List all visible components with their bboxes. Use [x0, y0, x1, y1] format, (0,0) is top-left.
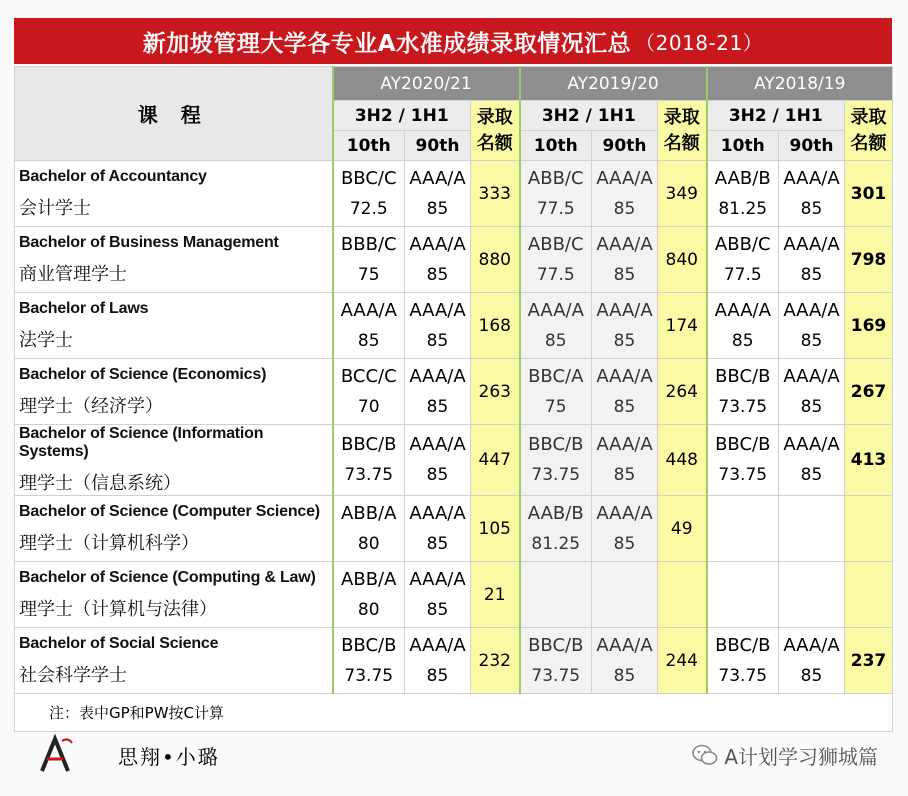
p90-header-2021: 90th: [405, 131, 471, 161]
quota-cell: 237: [845, 628, 893, 694]
quota-header-2021: 录取 名额: [471, 101, 520, 161]
points-90th: 85: [613, 264, 636, 285]
p10-cell: [520, 562, 592, 628]
p90-cell: [592, 628, 658, 694]
course-name-cn: 商业管理学士: [19, 263, 127, 285]
course-name-cn: 理学士（信息系统）: [19, 473, 181, 494]
p90-cell: [405, 293, 471, 359]
points-10th: 81.25: [531, 533, 581, 554]
course-name-cn: 会计学士: [19, 197, 91, 219]
points-10th: 73.75: [718, 396, 768, 417]
grade-90th: AAA/A: [596, 233, 653, 255]
year-header-2021: AY2020/21: [333, 67, 520, 101]
points-10th: 85: [731, 330, 754, 351]
course-cell: [15, 496, 333, 562]
quota-header-1819: 录取 名额: [845, 101, 893, 161]
points-10th: 70: [357, 396, 380, 417]
p90-cell: [592, 359, 658, 425]
grade-10th: ABB/A: [341, 568, 397, 590]
points-90th: 85: [426, 665, 449, 686]
grade-90th: AAA/A: [783, 233, 840, 255]
points-10th: 80: [357, 533, 380, 554]
grade-90th: AAA/A: [409, 634, 466, 656]
points-90th: 85: [800, 198, 823, 219]
grade-10th: ABB/C: [527, 233, 584, 255]
quota-cell: 448: [658, 425, 707, 496]
grade-90th: AAA/A: [596, 299, 653, 321]
course-name-en: Bachelor of Science (Information Systems): [19, 425, 264, 460]
quota-cell: [845, 496, 893, 562]
wechat-icon: [692, 744, 718, 766]
quota-cell: 301: [845, 161, 893, 227]
grade-90th: AAA/A: [409, 233, 466, 255]
year-header-1920: AY2019/20: [520, 67, 707, 101]
table-title: [14, 18, 892, 64]
p10-cell: [520, 359, 592, 425]
grade-10th: BBC/B: [715, 365, 771, 387]
p10-cell: [707, 293, 779, 359]
quota-cell: [658, 562, 707, 628]
p10-cell: [333, 359, 405, 425]
grade-10th: AAA/A: [527, 299, 584, 321]
a-plan-logo: [32, 733, 78, 777]
course-name-cn: 理学士（计算机科学）: [19, 532, 199, 554]
table-row: [15, 227, 893, 293]
p10-cell: [707, 359, 779, 425]
quota-cell: 798: [845, 227, 893, 293]
signature: 思翔•小璐: [118, 744, 220, 769]
grade-10th: BBB/C: [340, 233, 397, 255]
grade-90th: AAA/A: [783, 434, 840, 455]
points-10th: 73.75: [344, 665, 394, 686]
grade-90th: AAA/A: [596, 434, 653, 455]
course-name-en: Bachelor of Laws: [19, 299, 149, 317]
p10-cell: [707, 161, 779, 227]
quota-cell: 21: [471, 562, 520, 628]
quota-cell: 840: [658, 227, 707, 293]
table-row: [15, 496, 893, 562]
course-cell: [15, 359, 333, 425]
points-10th: 77.5: [536, 198, 575, 219]
points-90th: 85: [426, 396, 449, 417]
year-header-1819: AY2018/19: [707, 67, 893, 101]
p10-cell: [520, 425, 592, 496]
points-90th: 85: [613, 330, 636, 351]
p90-cell: [592, 227, 658, 293]
table-row: [15, 161, 893, 227]
course-name-en: Bachelor of Science (Economics): [19, 365, 267, 383]
grade-10th: BCC/C: [340, 365, 397, 387]
p90-cell: [592, 425, 658, 496]
p10-cell: [520, 496, 592, 562]
p90-cell: [779, 425, 845, 496]
points-90th: 85: [800, 396, 823, 417]
table-row: [15, 293, 893, 359]
quota-cell: 413: [845, 425, 893, 496]
points-90th: 85: [613, 198, 636, 219]
quota-cell: 880: [471, 227, 520, 293]
p90-cell: [779, 161, 845, 227]
points-90th: 85: [800, 465, 823, 485]
table-note: 注：表中GP和PW按C计算: [15, 694, 893, 732]
quota-cell: 349: [658, 161, 707, 227]
grade-90th: AAA/A: [409, 502, 466, 524]
points-10th: 73.75: [531, 465, 581, 485]
course-name-en: Bachelor of Social Science: [19, 634, 219, 652]
grade-90th: AAA/A: [596, 634, 653, 656]
points-10th: 81.25: [718, 198, 768, 219]
course-name-en: Bachelor of Business Management: [19, 233, 279, 251]
quota-cell: 169: [845, 293, 893, 359]
table-row: [15, 628, 893, 694]
p10-cell: [707, 425, 779, 496]
grade-90th: AAA/A: [783, 365, 840, 387]
course-cell: [15, 161, 333, 227]
points-10th: 75: [544, 396, 567, 417]
p90-cell: [405, 359, 471, 425]
grade-10th: BBC/B: [715, 434, 771, 455]
grade-10th: BBC/B: [528, 434, 584, 455]
p90-cell: [779, 562, 845, 628]
p10-cell: [333, 628, 405, 694]
points-10th: 75: [357, 264, 380, 285]
grade-90th: AAA/A: [596, 502, 653, 524]
quota-cell: 264: [658, 359, 707, 425]
table-body: [15, 161, 893, 694]
p10-cell: [333, 425, 405, 496]
p10-cell: [707, 562, 779, 628]
points-90th: 85: [426, 533, 449, 554]
points-90th: 85: [426, 198, 449, 219]
quota-header-1920: 录取 名额: [658, 101, 707, 161]
points-10th: 80: [357, 599, 380, 620]
points-10th: 77.5: [723, 264, 762, 285]
course-name-en: Bachelor of Science (Computer Science): [19, 502, 320, 520]
account-name: A计划学习狮城篇: [724, 744, 878, 769]
course-name-cn: 社会科学学士: [19, 664, 127, 686]
grade-90th: AAA/A: [409, 299, 466, 321]
quota-cell: 49: [658, 496, 707, 562]
grade-90th: AAA/A: [409, 167, 466, 189]
grade-90th: AAA/A: [409, 434, 466, 455]
p90-cell: [779, 293, 845, 359]
grade-90th: AAA/A: [596, 365, 653, 387]
points-90th: 85: [613, 665, 636, 686]
course-cell: [15, 227, 333, 293]
p90-cell: [779, 496, 845, 562]
course-name-cn: 理学士（计算机与法律）: [19, 598, 217, 620]
points-90th: 85: [613, 465, 636, 485]
grade-90th: AAA/A: [409, 365, 466, 387]
p90-cell: [405, 161, 471, 227]
grade-10th: BBC/B: [341, 634, 397, 656]
points-10th: 72.5: [349, 198, 388, 219]
course-cell: [15, 628, 333, 694]
grade-10th: BBC/A: [528, 365, 584, 387]
points-10th: 73.75: [531, 665, 581, 686]
grade-10th: AAA/A: [340, 299, 397, 321]
points-90th: 85: [800, 264, 823, 285]
points-90th: 85: [426, 264, 449, 285]
table-row: [15, 562, 893, 628]
p90-cell: [405, 425, 471, 496]
grade-90th: AAA/A: [783, 167, 840, 189]
quota-cell: 447: [471, 425, 520, 496]
table-row: [15, 359, 893, 425]
grade-90th: AAA/A: [409, 568, 466, 590]
course-cell: [15, 425, 333, 496]
p10-header-2021: 10th: [333, 131, 405, 161]
points-90th: 85: [800, 330, 823, 351]
quota-cell: 267: [845, 359, 893, 425]
points-90th: 85: [613, 396, 636, 417]
points-10th: 77.5: [536, 264, 575, 285]
p90-cell: [592, 293, 658, 359]
p90-cell: [405, 227, 471, 293]
p90-cell: [592, 562, 658, 628]
quota-cell: 263: [471, 359, 520, 425]
p90-cell: [592, 161, 658, 227]
course-name-cn: 理学士（经济学）: [19, 395, 163, 417]
p10-cell: [333, 161, 405, 227]
grade-10th: ABB/C: [527, 167, 584, 189]
quota-cell: [845, 562, 893, 628]
points-90th: 85: [426, 599, 449, 620]
grade-10th: AAB/B: [527, 502, 584, 524]
grade-90th: AAA/A: [596, 167, 653, 189]
grade-10th: BBC/B: [341, 434, 397, 455]
p90-cell: [592, 496, 658, 562]
p10-cell: [333, 227, 405, 293]
p10-cell: [333, 562, 405, 628]
p10-cell: [520, 161, 592, 227]
p10-cell: [333, 293, 405, 359]
p90-header-1920: 90th: [592, 131, 658, 161]
p90-cell: [779, 227, 845, 293]
table-row: [15, 425, 893, 496]
grade-10th: AAB/B: [714, 167, 771, 189]
p10-cell: [707, 628, 779, 694]
p10-cell: [520, 293, 592, 359]
points-90th: 85: [426, 330, 449, 351]
quota-cell: 333: [471, 161, 520, 227]
p90-header-1819: 90th: [779, 131, 845, 161]
grade-90th: AAA/A: [783, 299, 840, 321]
p10-cell: [333, 496, 405, 562]
points-10th: 85: [357, 330, 380, 351]
points-10th: 73.75: [344, 465, 394, 485]
p10-cell: [707, 496, 779, 562]
grade-10th: ABB/A: [341, 502, 397, 524]
p10-header-1920: 10th: [520, 131, 592, 161]
course-name-en: Bachelor of Science (Computing & Law): [19, 568, 316, 586]
wechat-account: [692, 741, 878, 770]
p10-cell: [520, 628, 592, 694]
p90-cell: [405, 562, 471, 628]
p90-cell: [405, 496, 471, 562]
course-name-cn: 法学士: [19, 329, 73, 351]
points-90th: 85: [613, 533, 636, 554]
p10-cell: [707, 227, 779, 293]
grade-header-1920: 3H2 / 1H1: [520, 101, 658, 131]
footer: [14, 730, 892, 780]
grade-10th: BBC/C: [340, 167, 397, 189]
points-10th: 73.75: [718, 465, 768, 485]
p10-cell: [520, 227, 592, 293]
points-10th: 73.75: [718, 665, 768, 686]
quota-cell: 168: [471, 293, 520, 359]
points-90th: 85: [800, 665, 823, 686]
p90-cell: [405, 628, 471, 694]
quota-cell: 232: [471, 628, 520, 694]
grade-10th: BBC/B: [528, 634, 584, 656]
p90-cell: [779, 359, 845, 425]
grade-10th: BBC/B: [715, 634, 771, 656]
course-cell: [15, 562, 333, 628]
points-10th: 85: [544, 330, 567, 351]
grade-header-2021: 3H2 / 1H1: [333, 101, 471, 131]
title-text: 新加坡管理大学各专业A水准成绩录取情况汇总: [142, 30, 632, 57]
grade-90th: AAA/A: [783, 634, 840, 656]
grade-header-1819: 3H2 / 1H1: [707, 101, 845, 131]
grade-10th: AAA/A: [714, 299, 771, 321]
p10-header-1819: 10th: [707, 131, 779, 161]
points-90th: 85: [426, 465, 449, 485]
title-years: （2018-21）: [635, 30, 764, 55]
p90-cell: [779, 628, 845, 694]
course-name-en: Bachelor of Accountancy: [19, 167, 207, 185]
admission-table: [14, 66, 893, 732]
course-cell: [15, 293, 333, 359]
grade-10th: ABB/C: [714, 233, 771, 255]
quota-cell: 105: [471, 496, 520, 562]
quota-cell: 244: [658, 628, 707, 694]
quota-cell: 174: [658, 293, 707, 359]
a-plan-logo-icon: [32, 733, 78, 777]
course-header: 课 程: [15, 67, 333, 161]
